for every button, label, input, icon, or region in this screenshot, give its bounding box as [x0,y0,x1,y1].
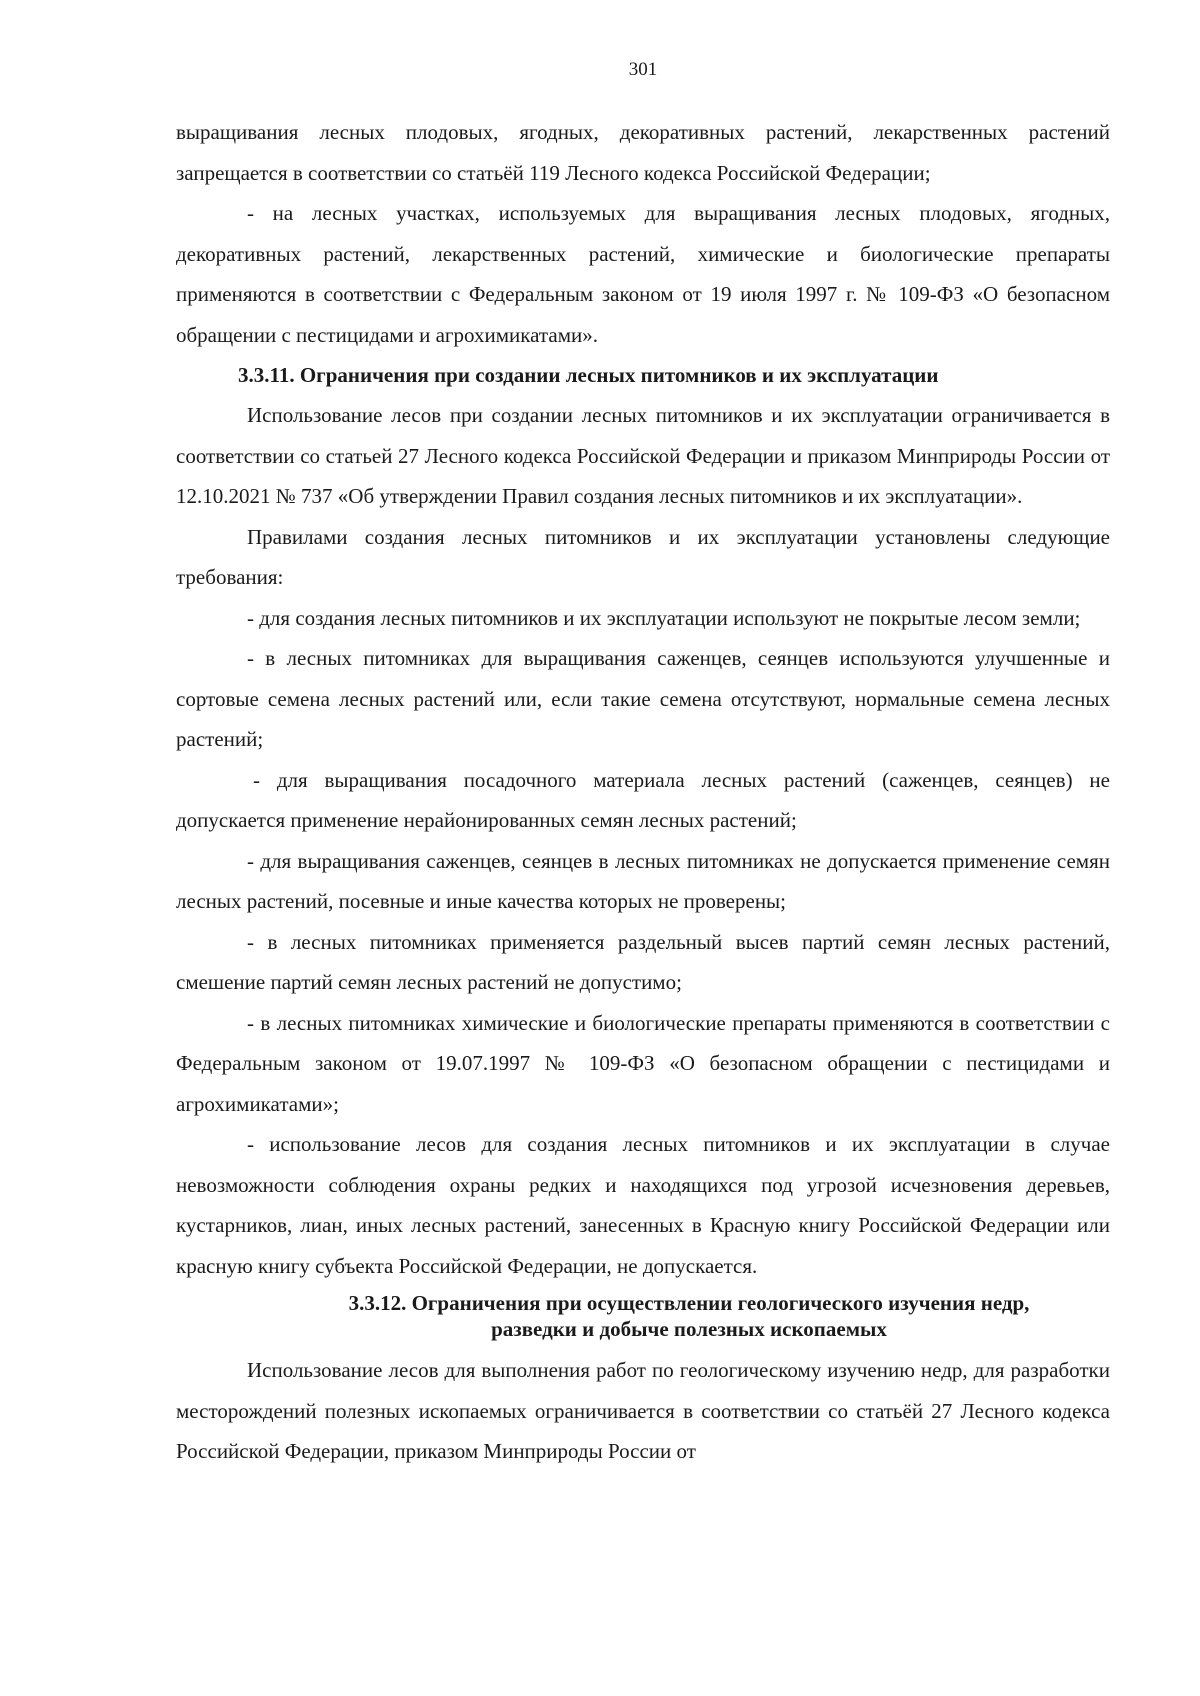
list-item-separate-sowing: - в лесных питомниках применяется раздельный высев партий семян лесных растений, смешение партий семян лесных растений не допустимо; [176,929,1110,994]
document-page [176,0,1110,1696]
paragraph-nursery-rules: Правилами создания лесных питомников и их эксплуатации установлены следующие требования: [176,524,1110,589]
section-heading-3-3-11: 3.3.11. Ограничения при создании лесных питомников и их эксплуатации [238,363,939,387]
page-number: 301 [628,59,658,80]
paragraph-nursery-usage: Использование лесов при создании лесных питомников и их эксплуатации ограничивается в соответствии со статьей 27 Лесного кодекса Российской Федерации и приказом Минприроды России от 12.10.2021 № 737 «Об утверждении Правил создания лесных питомников и их эксплуатации». [176,403,1110,508]
list-item-seed-quality: - для выращивания саженцев, сеянцев в лесных питомниках не допускается применение семян лесных растений, посевные и иные качества которых не проверены; [176,848,1110,913]
list-item-seeds: - в лесных питомниках для выращивания саженцев, сеянцев используются улучшенные и сортовые семена лесных растений или, если такие семена отсутствуют, нормальные семена лесных растений; [176,646,1110,751]
section-heading-line-2: разведки и добыче полезных ископаемых [491,1317,887,1341]
list-item-land: - для создания лесных питомников и их эксплуатации используют не покрытые лесом земли; [247,605,1081,630]
document-body [176,112,1110,1472]
list-item-red-book: - использование лесов для создания лесных питомников и их эксплуатации в случае невозможности соблюдения охраны редких и находящихся под угрозой исчезновения деревьев, кустарников, лиан, иных лесных растений, занесенных в Красную книгу Российской Федерации или красную книгу субъекта Российской Федерации, не допускается. [176,1132,1110,1278]
paragraph-continuation: выращивания лесных плодовых, ягодных, декоративных растений, лекарственных растений запрещается в соответствии со статьёй 119 Лесного кодекса Российской Федерации; [176,120,1110,185]
list-item-planting-material: - для выращивания посадочного материала лесных растений (саженцев, сеянцев) не допускается применение нерайонированных семян лесных растений; [176,767,1110,832]
section-heading-line-1: 3.3.12. Ограничения при осуществлении геологического изучения недр, [348,1291,1030,1315]
section-heading-3-3-12 [176,1290,1110,1342]
paragraph-geology-usage: Использование лесов для выполнения работ по геологическому изучению недр, для разработки месторождений полезных ископаемых ограничивается в соответствии со статьёй 27 Лесного кодекса Российской Федерации, приказом Минприроды России от [176,1358,1110,1463]
list-item-preparations: - в лесных питомниках химические и биологические препараты применяются в соответствии с Федеральным законом от 19.07.1997 № 109-ФЗ «О безопасном обращении с пестицидами и агрохимикатами»; [176,1010,1110,1116]
list-item-chemicals: - на лесных участках, используемых для выращивания лесных плодовых, ягодных, декоративных растений, лекарственных растений, химические и биологические препараты применяются в соответствии с Федеральным законом от 19 июля 1997 г. № 109-ФЗ «О безопасном обращении с пестицидами и агрохимикатами». [176,201,1110,347]
